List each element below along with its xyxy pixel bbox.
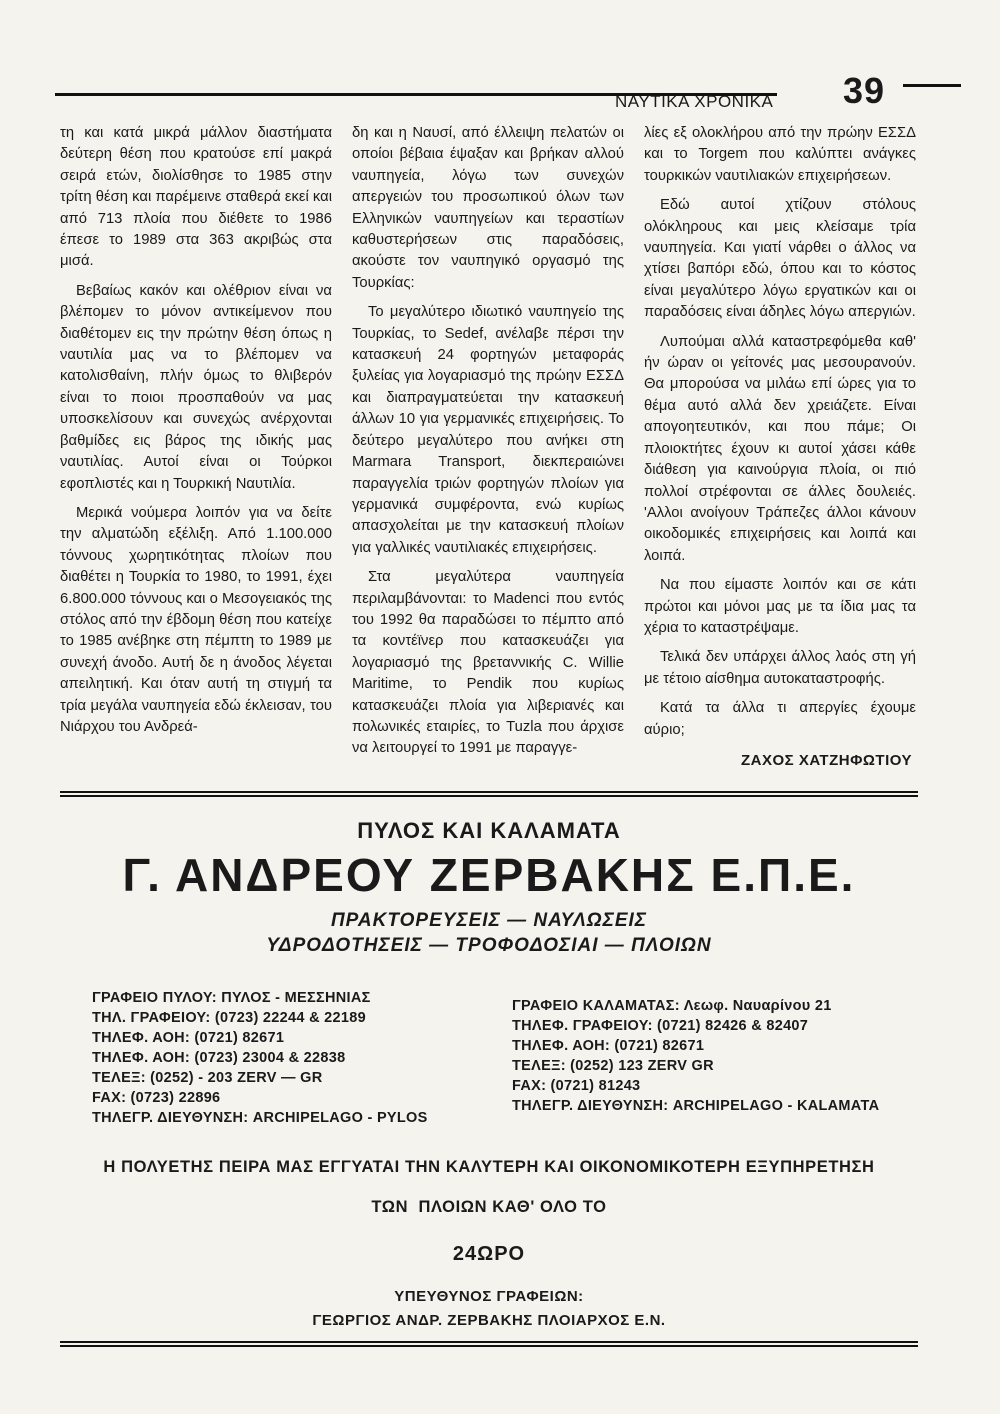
ad-company-name: Γ. ΑΝΔΡΕΟΥ ΖΕΡΒΑΚΗΣ Ε.Π.Ε. <box>122 849 856 901</box>
ad-services-line-2: ΥΔΡΟΔΟΤΗΣΕΙΣ — ΤΡΟΦΟΔΟΣΙΑΙ — ΠΛΟΙΩΝ <box>266 935 712 956</box>
contact-line: ΤΗΛΕΓΡ. ΔΙΕΥΘΥΝΣΗ: ARCHIPELAGO - PYLOS <box>92 1110 428 1126</box>
ad-slogan-line-3: 24ΩΡΟ <box>452 1243 526 1265</box>
page-number: 39 <box>843 70 886 111</box>
contact-line: ΤΗΛΕΦ. ΑΟΗ: (0723) 23004 & 22838 <box>92 1050 346 1066</box>
article-column-1 <box>60 123 332 746</box>
article-column-2 <box>352 123 624 768</box>
pylos-office-contact <box>92 988 428 1128</box>
paragraph: Τελικά δεν υπάρχει άλλος λαός στη γή με τέτοιο αίσθημα αυτοκαταστροφής. <box>644 649 916 687</box>
paragraph: Το μεγαλύτερο ιδιωτικό ναυπηγείο της Τουρκίας, το Sedef, ανέλαβε πέρσι την κατασκευή 24 φορτηγών μεταφοράς ξυλείας για λογαριασμό της πρώην ΕΣΣΔ και διαπραγματεύεται την κατασκευή άλλων 10 για γερμανικές επιχειρήσεις. Το δεύτερο μεγαλύτερο που ανήκει στη Marmara Transport, διεκπεραιώνει παραγγελία τριών φορτηγών πλοίων για γερμανικά συμφέροντα, ενώ κυρίως απασχολείται με την κατασκευή πλοίων για γαλλικές ναυτιλιακές επιχειρήσεις. <box>352 304 624 556</box>
contact-line: ΤΕΛΕΞ: (0252) 123 ZERV GR <box>512 1058 714 1074</box>
responsible-name: ΓΕΩΡΓΙΟΣ ΑΝΔΡ. ΖΕΡΒΑΚΗΣ ΠΛΟΙΑΡΧΟΣ Ε.Ν. <box>312 1312 666 1329</box>
paragraph: Λυπούμαι αλλά καταστρεφόμεθα καθ' ήν ώραν οι γείτονές μας μεσουρανούν. Θα μπορούσα να μιλάω επί ώρες για το θέμα αυτό αλλά δεν χρειάζετε. Είναι απογοητευτικόν, και που πάμε; Οι πλοιοκτήτες έχουν κι αυτοί χάσει κάθε διάθεση για καινούργια πλοία, οι πιό πολλοί στρέφονται σε άλλες δουλειές. 'Αλλοι ανοίγουν Τράπεζες άλλοι κάνουν οικοδομικές επιχειρήσεις και λοιπά και λοιπά. <box>644 333 916 564</box>
article-author: ΖΑΧΟΣ ΧΑΤΖΗΦΩΤΙΟΥ <box>740 752 912 769</box>
article-column-3 <box>644 123 916 749</box>
paragraph: Βεβαίως κακόν και ολέθριον είναι να βλέπομεν το μόνον αντικείμενον που διαθέτομεν εις την πρώτην θέση όπως η ναυτιλία μας να το βλέπομεν να κατολισθαίνη, πλήν όμως το θλιβερόν είναι το ποιοι προσπαθούν να μας υποσκελίσουν και συνεχώς ανέρχονται βαθμίδες εις βάρος της ιδικής μας ναυτιλίας. Αυτοί είναι οι Τούρκοι εφοπλιστές και η Τουρκική Ναυτιλία. <box>60 282 332 492</box>
contact-line: FAX: (0723) 22896 <box>92 1090 221 1106</box>
ad-slogan-line-1: Η ΠΟΛΥΕΤΗΣ ΠΕΙΡΑ ΜΑΣ ΕΓΓΥΑΤΑΙ ΤΗΝ ΚΑΛΥΤΕΡΗ ΚΑΙ ΟΙΚΟΝΟΜΙΚΟΤΕΡΗ ΕΞΥΠΗΡΕΤΗΣΗ <box>103 1158 875 1176</box>
contact-line: ΤΕΛΕΞ: (0252) - 203 ZERV — GR <box>92 1070 323 1086</box>
paragraph: δη και η Ναυσί, από έλλειψη πελατών οι οποίοι βέβαια έψαξαν και βρήκαν αλλού ναυπηγεία, λόγω των συνεχών απεργειών του προσωπικού όλων των Ελληνικών ναυπηγείων και τεραστίων καθυστερήσεων στις παραδόσεις, ακούστε τον ναυπηγικό οργασμό της Τουρκίας: <box>352 125 624 291</box>
page-header <box>55 72 905 112</box>
paragraph: τη και κατά μικρά μάλλον διαστήματα δεύτερη θέση που κρατούσε επί μακρά σειρά ετών, διολίσθησε το 1985 στην τρίτη θέση και παρέμεινε σταθερά εκεί και από 713 πλοία που διέθετε το 1986 έπεσε το 1989 στα 363 ακριβώς στα μισά. <box>60 125 332 270</box>
ad-top-divider <box>60 791 918 797</box>
ad-bottom-divider <box>60 1341 918 1347</box>
paragraph: Εδώ αυτοί χτίζουν στόλους ολόκληρους και μεις κλείσαμε τρία ναυπηγεία. Και γιατί νάρθει ο άλλος να χτίσει βαπόρι εδώ, όπου και το κόστος είναι μεγαλύτερο λόγω εργατικών και οι παραδόσεις είναι άδηλες λόγω απεργιών. <box>644 197 916 321</box>
ad-city: ΠΥΛΟΣ ΚΑΙ ΚΑΛΑΜΑΤΑ <box>357 818 621 843</box>
paragraph: Μερικά νούμερα λοιπόν για να δείτε την αλματώδη εξέλιξη. Από 1.100.000 τόννους χωρητικότητας πλοίων που διαθέτει η Τουρκία το 1980, το 1991, έχει 6.800.000 τόννους και ο Μεσογειακός της στόλος από την έβδομη θέση που κατείχε το 1985 ανέβηκε στη πέμπτη το 1989 με συνεχή άνοδο. Αυτή δε η άνοδος λέγεται απειλητική. Και όταν αυτή τη στιγμή τα τρία μεγάλα ναυπηγεία εδώ έκλεισαν, του Νιάρχου του Ανδρεά- <box>60 504 332 735</box>
paragraph: λίες εξ ολοκλήρου από την πρώην ΕΣΣΔ και το Torgem που καλύπτει ανάγκες τουρκικών ναυτιλιακών επιχειρήσεων. <box>644 125 916 184</box>
responsible-label: ΥΠΕΥΘΥΝΟΣ ΓΡΑΦΕΙΩΝ: <box>394 1288 584 1305</box>
contact-line: ΤΗΛΕΦ. ΑΟΗ: (0721) 82671 <box>92 1030 285 1046</box>
contact-line: ΓΡΑΦΕΙΟ ΚΑΛΑΜΑΤΑΣ: Λεωφ. Ναυαρίνου 21 <box>512 998 832 1014</box>
paragraph: Να που είμαστε λοιπόν και σε κάτι πρώτοι και μόνοι μας με τα ίδια μας τα χέρια το καταστρέψαμε. <box>644 577 916 636</box>
paragraph: Στα μεγαλύτερα ναυπηγεία περιλαμβάνονται: το Madenci που εντός του 1992 θα παραδώσει το πέμπτο από τα κοντέϊνερ που κατασκευάζει για λογαριασμό της βρεταννικής C. Willie Maritime, το Pendik που κυρίως κατασκευάζει πλοία για λιβεριανές και πολωνικές εταιρίες, το Tuzla που άρχισε να λειτουργεί το 1991 με παραγγε- <box>352 569 624 757</box>
contact-line: ΤΗΛΕΓΡ. ΔΙΕΥΘΥΝΣΗ: ARCHIPELAGO - KALAMATA <box>512 1098 880 1114</box>
contact-line: ΤΗΛΕΦ. ΓΡΑΦΕΙΟΥ: (0721) 82426 & 82407 <box>512 1018 809 1034</box>
contact-line: FAX: (0721) 81243 <box>512 1078 641 1094</box>
kalamata-office-contact <box>512 996 879 1116</box>
paragraph: Κατά τα άλλα τι απεργίες έχουμε αύριο; <box>644 700 916 738</box>
contact-line: ΤΗΛΕΦ. ΑΟΗ: (0721) 82671 <box>512 1038 705 1054</box>
contact-line: ΓΡΑΦΕΙΟ ΠΥΛΟΥ: ΠΥΛΟΣ - ΜΕΣΣΗΝΙΑΣ <box>92 990 371 1006</box>
publication-name: ΝΑΥΤΙΚΑ ΧΡΟΝΙΚΑ <box>615 92 774 111</box>
contact-line: ΤΗΛ. ΓΡΑΦΕΙΟΥ: (0723) 22244 & 22189 <box>92 1010 366 1026</box>
ad-services-line-1: ΠΡΑΚΤΟΡΕΥΣΕΙΣ — ΝΑΥΛΩΣΕΙΣ <box>331 910 647 931</box>
ad-slogan-line-2: ΤΩΝ ΠΛΟΙΩΝ ΚΑΘ' ΟΛΟ ΤΟ <box>371 1198 607 1216</box>
header-rule-right <box>903 84 961 87</box>
